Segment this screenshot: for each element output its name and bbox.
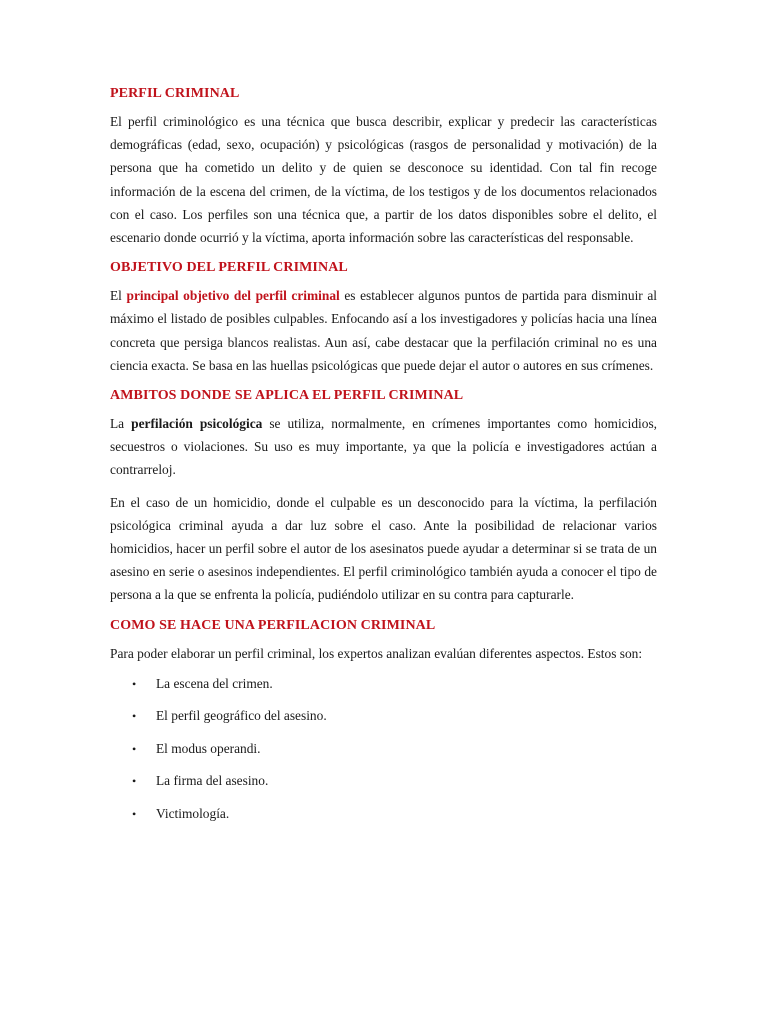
list-item-text: El modus operandi.	[156, 740, 261, 756]
paragraph-perfil-criminal: El perfil criminológico es una técnica que busca describir, explicar y predecir las características demográficas (edad, sexo, ocupación) y psicológicas (rasgos de personalidad y motivación) de la persona que ha cometido un delito y de quien se desconoce su identidad. Con tal fin recoge información de la escena del crimen, de la víctima, de los testigos y de los documentos relacionados con el caso. Los perfiles son una técnica que, a partir de los datos disponibles sobre el delito, el escenario donde ocurrió y la víctima, aporta información sobre las características del responsable.	[110, 114, 657, 246]
list-item	[110, 739, 657, 759]
aspects-list	[110, 674, 657, 824]
document-page	[110, 84, 657, 836]
perfilacion-psicologica-bold: perfilación psicológica	[131, 416, 263, 432]
list-item-text: Victimología.	[156, 805, 230, 821]
bullet-icon: •	[132, 806, 137, 821]
list-item	[110, 706, 657, 726]
paragraph-objetivo-rest: es establecer algunos puntos de partida para disminuir al máximo el listado de posibles culpables. Enfocando así a los investigadores y policías hacia una línea concreta que persiga blancos realistas. Aun así, cabe destacar que la perfilación criminal no es una ciencia exacta. Se basa en las huellas psicológicas que puede dejar el autor o autores en sus crímenes.	[110, 288, 658, 373]
bullet-icon: •	[132, 741, 137, 756]
bullet-icon: •	[132, 774, 137, 789]
paragraph-ambitos-start: La	[110, 416, 132, 432]
section-heading-ambitos: AMBITOS DONDE SE APLICA EL PERFIL CRIMINAL	[110, 388, 464, 404]
list-item-text: El perfil geográfico del asesino.	[156, 708, 327, 724]
list-item-text: La escena del crimen.	[156, 675, 273, 691]
list-item	[110, 674, 657, 694]
paragraph-ambitos-rest: se utiliza, normalmente, en crímenes importantes como homicidios, secuestros o violaciones. Su uso es muy importante, ya que la policía e investigadores actúan a contrarreloj.	[110, 416, 657, 478]
paragraph-como-se-hace: Para poder elaborar un perfil criminal, los expertos analizan evalúan diferentes aspectos. Estos son:	[110, 645, 643, 661]
list-item	[110, 771, 657, 791]
list-item-text: La firma del asesino.	[156, 773, 269, 789]
bullet-icon: •	[132, 676, 137, 691]
paragraph-ambitos-1	[110, 412, 657, 482]
section-heading-objetivo: OBJETIVO DEL PERFIL CRIMINAL	[110, 260, 348, 276]
paragraph-ambitos-2: En el caso de un homicidio, donde el culpable es un desconocido para la víctima, la perfilación psicológica criminal ayuda a dar luz sobre el caso. Ante la posibilidad de relacionar varios homicidios, hacer un perfil sobre el autor de los asesinatos puede ayudar a determinar si se trata de un asesino en serie o asesinos independientes. El perfil criminológico también ayuda a conocer el tipo de persona a la que se enfrenta la policía, pudiéndolo utilizar en su contra para capturarle.	[110, 494, 657, 603]
section-heading-perfil-criminal: PERFIL CRIMINAL	[110, 86, 240, 101]
bullet-icon: •	[132, 709, 137, 724]
paragraph-objetivo	[110, 284, 657, 377]
objetivo-highlight-link[interactable]: principal objetivo del perfil criminal	[126, 288, 340, 304]
list-item	[110, 804, 657, 824]
paragraph-objetivo-start: El	[110, 288, 127, 304]
section-heading-como-se-hace: COMO SE HACE UNA PERFILACION CRIMINAL	[110, 617, 436, 633]
